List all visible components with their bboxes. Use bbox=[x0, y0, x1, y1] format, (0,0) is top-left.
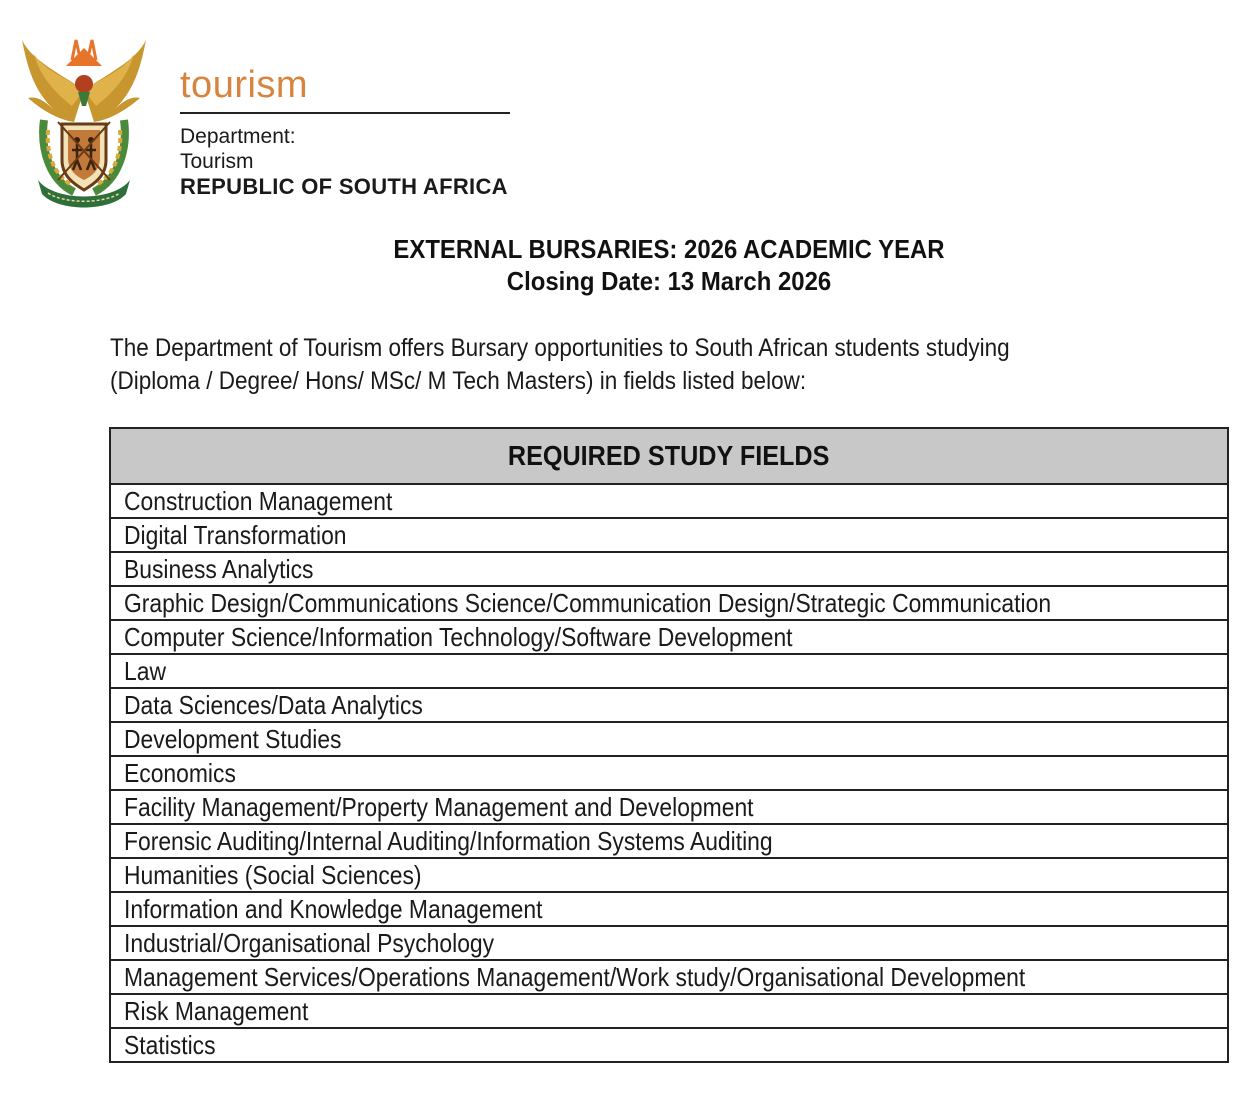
study-field: Data Sciences/Data Analytics bbox=[124, 689, 423, 720]
required-study-fields-table bbox=[109, 427, 1229, 1063]
table-row bbox=[111, 1029, 1227, 1061]
study-field: Management Services/Operations Management/Work study/Organisational Development bbox=[124, 961, 1026, 992]
study-field: Forensic Auditing/Internal Auditing/Information Systems Auditing bbox=[124, 825, 773, 856]
study-field: Risk Management bbox=[124, 995, 309, 1026]
closing-date: Closing Date: 13 March 2026 bbox=[506, 266, 832, 296]
table-row bbox=[111, 519, 1227, 553]
table-row bbox=[111, 655, 1227, 689]
study-field: Law bbox=[124, 655, 166, 686]
study-field: Business Analytics bbox=[124, 553, 314, 584]
study-field: Development Studies bbox=[124, 723, 342, 754]
table-row bbox=[111, 689, 1227, 723]
table-row bbox=[111, 791, 1227, 825]
table-row bbox=[111, 587, 1227, 621]
table-row bbox=[111, 723, 1227, 757]
intro-line-1: The Department of Tourism offers Bursary opportunities to South African students studying bbox=[110, 334, 1010, 362]
study-field: Computer Science/Information Technology/Software Development bbox=[124, 621, 793, 652]
table-header-label: REQUIRED STUDY FIELDS bbox=[508, 440, 830, 471]
table-row bbox=[111, 485, 1227, 519]
study-field: Industrial/Organisational Psychology bbox=[124, 927, 495, 958]
department-divider bbox=[180, 112, 510, 114]
intro-paragraph bbox=[110, 332, 1127, 398]
study-field: Economics bbox=[124, 757, 236, 788]
department-name: tourism bbox=[180, 64, 309, 106]
study-field: Information and Knowledge Management bbox=[124, 893, 543, 924]
table-row bbox=[111, 961, 1227, 995]
table-row bbox=[111, 553, 1227, 587]
department-value: Tourism bbox=[180, 150, 254, 173]
document-title: EXTERNAL BURSARIES: 2026 ACADEMIC YEAR bbox=[393, 234, 945, 264]
table-row bbox=[111, 995, 1227, 1029]
study-field: Facility Management/Property Management and Development bbox=[124, 791, 754, 822]
table-header bbox=[111, 429, 1227, 485]
table-row bbox=[111, 893, 1227, 927]
study-field: Humanities (Social Sciences) bbox=[124, 859, 422, 890]
table-row bbox=[111, 859, 1227, 893]
south-africa-coat-of-arms-icon bbox=[14, 30, 154, 210]
table-row bbox=[111, 825, 1227, 859]
study-field: Statistics bbox=[124, 1029, 216, 1060]
table-row bbox=[111, 927, 1227, 961]
table-row bbox=[111, 757, 1227, 791]
table-row bbox=[111, 621, 1227, 655]
country-name: REPUBLIC OF SOUTH AFRICA bbox=[180, 174, 508, 199]
study-field: Construction Management bbox=[124, 485, 393, 516]
intro-line-2: (Diploma / Degree/ Hons/ MSc/ M Tech Masters) in fields listed below: bbox=[110, 367, 807, 395]
study-field: Graphic Design/Communications Science/Communication Design/Strategic Communication bbox=[124, 587, 1052, 618]
study-field: Digital Transformation bbox=[124, 519, 347, 550]
department-label: Department: bbox=[180, 125, 296, 148]
